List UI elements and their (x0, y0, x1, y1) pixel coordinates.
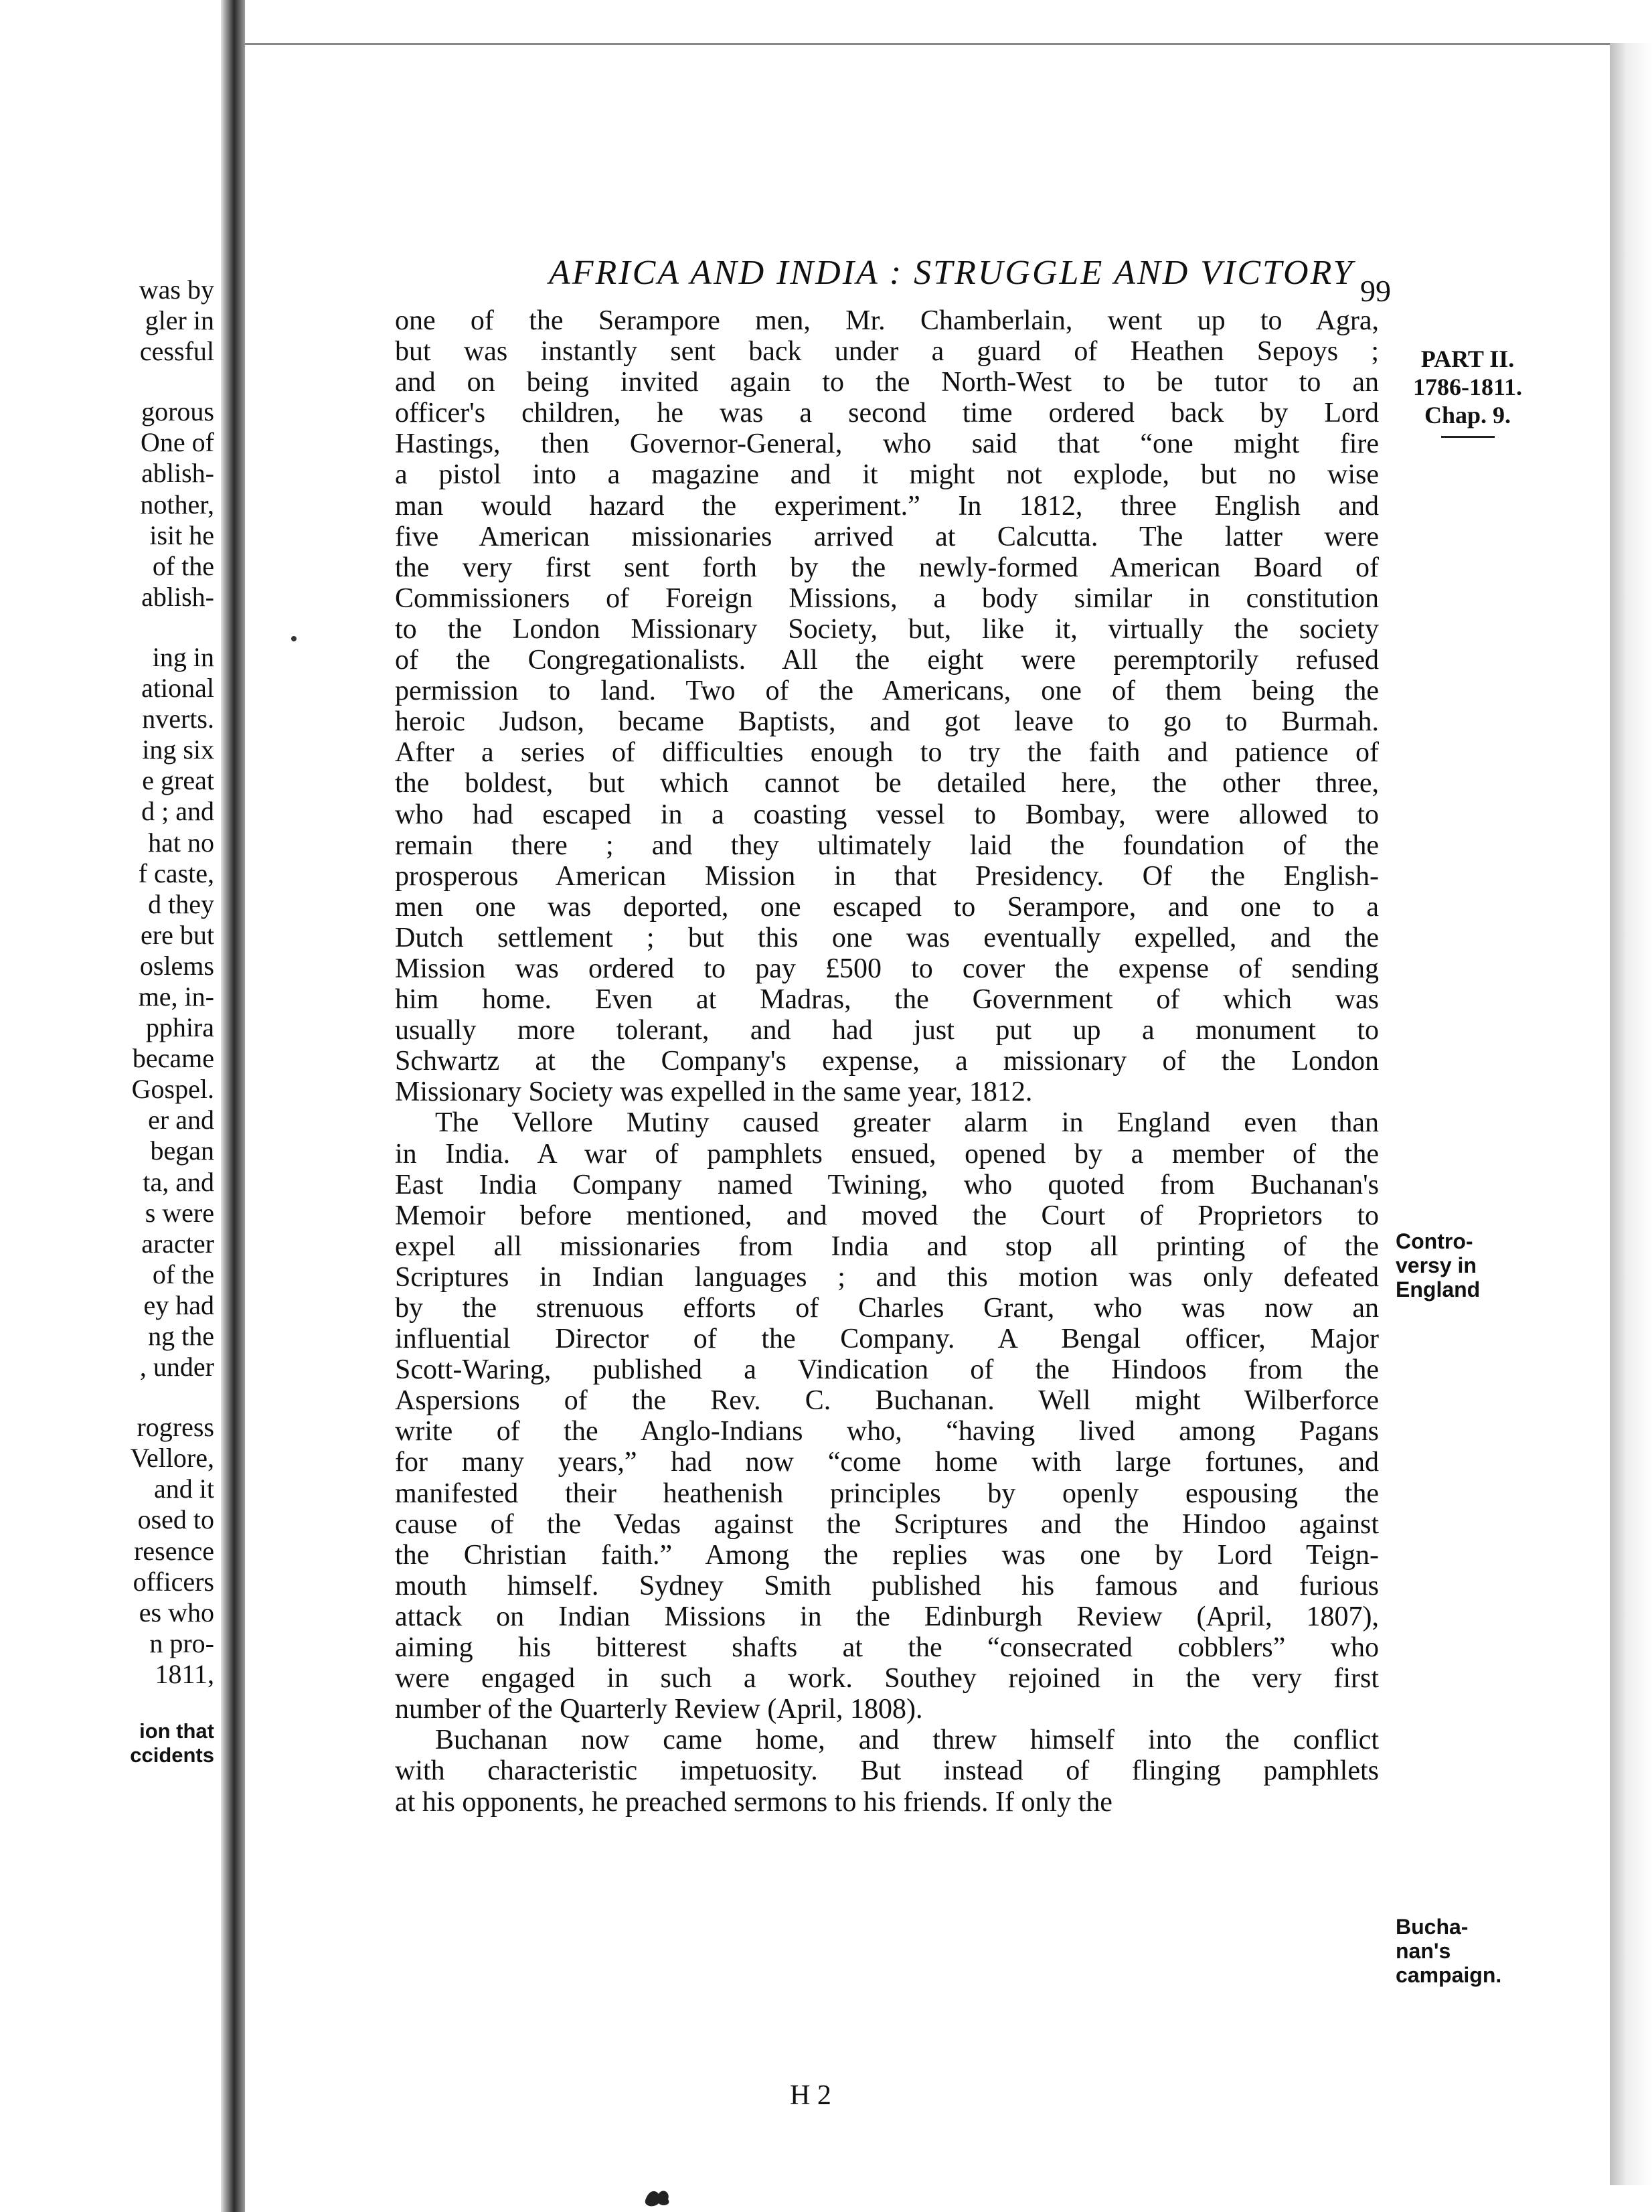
body-line: Aspersions of the Rev. C. Buchanan. Well might Wilberforce (395, 1385, 1379, 1417)
left-page-line: resence (134, 1535, 214, 1566)
left-page-line: rogress (137, 1412, 214, 1443)
left-page-edge (0, 0, 221, 2212)
body-line: The Vellore Mutiny caused greater alarm in England even than (435, 1107, 1379, 1139)
left-page-line: of the (152, 550, 214, 581)
body-line: a pistol into a magazine and it might not explode, but no wise (395, 459, 1379, 491)
page-number: 99 (1360, 274, 1391, 308)
body-line: cause of the Vedas against the Scriptures and the Hindoo against (395, 1508, 1379, 1540)
left-page-line: d ; and (141, 796, 214, 827)
body-line: and on being invited again to the North-West to be tutor to an (395, 367, 1379, 398)
body-line: were engaged in such a work. Southey rejoined in the very first (395, 1663, 1379, 1694)
body-line: prosperous American Mission in that Presidency. Of the English- (395, 860, 1379, 892)
body-line: officer's children, he was a second time ordered back by Lord (395, 398, 1379, 429)
body-line: of the Congregationalists. All the eight were peremptorily refused (395, 645, 1379, 676)
left-page-line: ing in (152, 641, 214, 672)
left-page-line: ere but (141, 919, 214, 950)
left-page-line: oslems (139, 950, 214, 981)
left-page-line: ablish- (141, 458, 214, 489)
left-page-line: isit he (149, 520, 214, 550)
margin-note-part (1396, 345, 1540, 438)
body-line: the Christian faith.” Among the replies was one by Lord Teign- (395, 1539, 1379, 1571)
body-line: Missionary Society was expelled in the same year, 1812. (395, 1077, 1033, 1108)
body-line: Mission was ordered to pay £500 to cover the expense of sending (395, 953, 1379, 984)
body-line: for many years,” had now “come home with large fortunes, and (395, 1447, 1379, 1478)
left-page-line: ta, and (143, 1166, 214, 1197)
left-page-line: Gospel. (131, 1074, 214, 1105)
margin-note-buchanan (1396, 1915, 1540, 1987)
body-line: man would hazard the experiment.” In 1812, three English and (395, 490, 1379, 522)
body-line: Memoir before mentioned, and moved the Court of Proprietors to (395, 1200, 1379, 1231)
body-line: aiming his bitterest shafts at the “consecrated cobblers” who (395, 1632, 1379, 1664)
left-page-line: d they (148, 888, 214, 919)
margin-note-line: PART II. (1420, 345, 1515, 372)
margin-note-line: campaign. (1396, 1963, 1502, 1987)
left-page-line: f caste, (138, 858, 214, 888)
body-line: in India. A war of pamphlets ensued, opened by a member of the (395, 1138, 1379, 1170)
left-page-line: es who (139, 1597, 214, 1628)
left-page-line: ccidents (130, 1743, 214, 1767)
page-edge-right (1610, 43, 1652, 2185)
body-line: but was instantly sent back under a guard of Heathen Sepoys ; (395, 336, 1379, 368)
left-page-line: cessful (139, 336, 214, 367)
left-page-line: ey had (143, 1289, 214, 1320)
margin-note-line: 1786-1811. (1412, 374, 1522, 400)
margin-note-controversy (1396, 1229, 1540, 1301)
left-page-line: n pro- (149, 1628, 214, 1658)
body-line: to the London Missionary Society, but, like it, virtually the society (395, 613, 1379, 645)
left-page-line: me, in- (138, 981, 214, 1012)
body-line: write of the Anglo-Indians who, “having lived among Pagans (395, 1416, 1379, 1447)
left-page-line: nother, (140, 489, 214, 520)
body-line: one of the Serampore men, Mr. Chamberlain, went up to Agra, (395, 305, 1379, 336)
left-page-line: ion that (139, 1719, 214, 1743)
body-line: manifested their heathenish principles by openly espousing the (395, 1478, 1379, 1509)
body-line: Hastings, then Governor-General, who said that “one might fire (395, 428, 1379, 460)
left-page-line: was by (139, 274, 214, 305)
margin-note-line: Contro- (1396, 1229, 1473, 1253)
body-line: expel all missionaries from India and stop all printing of the (395, 1231, 1379, 1262)
body-line: him home. Even at Madras, the Government of which was (395, 984, 1379, 1016)
left-page-line: pphira (145, 1012, 214, 1043)
left-page-line: One of (141, 427, 214, 458)
left-page-line: became (132, 1043, 214, 1074)
left-page-line: gler in (145, 305, 214, 336)
body-line: East India Company named Twining, who quoted from Buchanan's (395, 1169, 1379, 1200)
margin-note-line: versy in (1396, 1253, 1477, 1277)
body-line: attack on Indian Missions in the Edinburgh Review (April, 1807), (395, 1601, 1379, 1632)
body-line: number of the Quarterly Review (April, 1808). (395, 1694, 923, 1725)
body-line: Scott-Waring, published a Vindication of the Hindoos from the (395, 1354, 1379, 1386)
margin-note-line: Chap. 9. (1424, 402, 1511, 428)
left-page-line: ing six (142, 734, 214, 765)
body-line: influential Director of the Company. A Bengal officer, Major (395, 1324, 1379, 1355)
body-text (395, 305, 1379, 1818)
margin-note-line: nan's (1396, 1939, 1451, 1963)
body-line: the very first sent forth by the newly-formed American Board of (395, 552, 1379, 583)
body-line: who had escaped in a coasting vessel to Bombay, were allowed to (395, 799, 1379, 830)
body-line: Commissioners of Foreign Missions, a body similar in constitution (395, 582, 1379, 614)
body-line: by the strenuous efforts of Charles Grant, who was now an (395, 1293, 1379, 1324)
body-line: with characteristic impetuosity. But instead of flinging pamphlets (395, 1755, 1379, 1787)
left-page-line: er and (148, 1105, 214, 1135)
left-page-line: hat no (148, 827, 214, 858)
left-page-line: and it (154, 1474, 214, 1504)
left-page-line: nverts. (142, 704, 214, 734)
ink-dot (291, 636, 297, 641)
body-line: Buchanan now came home, and threw himself into the conflict (435, 1725, 1379, 1756)
margin-note-line: Bucha- (1396, 1915, 1469, 1939)
body-line: After a series of difficulties enough to try the faith and patience of (395, 737, 1379, 769)
margin-rule (1441, 436, 1495, 438)
body-line: heroic Judson, became Baptists, and got leave to go to Burmah. (395, 706, 1379, 738)
signature-mark: H 2 (790, 2080, 831, 2111)
body-line: usually more tolerant, and had just put up a monument to (395, 1015, 1379, 1046)
body-line: five American missionaries arrived at Calcutta. The latter were (395, 521, 1379, 552)
left-page-line: ational (141, 673, 214, 704)
left-page-fragment (0, 274, 221, 1767)
left-page-line: aracter (141, 1228, 214, 1259)
book-gutter (221, 0, 245, 2212)
left-page-line: , under (139, 1352, 214, 1382)
left-page-line: ng the (148, 1321, 214, 1351)
body-line: Scriptures in Indian languages ; and this motion was only defeated (395, 1261, 1379, 1293)
body-line: permission to land. Two of the Americans, one of them being the (395, 676, 1379, 707)
body-line: Dutch settlement ; but this one was eventually expelled, and the (395, 922, 1379, 953)
margin-note-line: England (1396, 1277, 1481, 1301)
running-head: AFRICA AND INDIA : STRUGGLE AND VICTORY (549, 254, 1355, 292)
left-page-line: officers (133, 1566, 214, 1597)
left-page-line: osed to (137, 1504, 214, 1535)
left-page-line: began (150, 1135, 214, 1166)
left-page-line: of the (152, 1259, 214, 1289)
body-line: remain there ; and they ultimately laid the foundation of the (395, 830, 1379, 861)
left-page-line: gorous (141, 396, 214, 427)
body-line: at his opponents, he preached sermons to his friends. If only the (395, 1786, 1112, 1818)
left-page-line: Vellore, (130, 1443, 214, 1474)
body-line: the boldest, but which cannot be detailed here, the other three, (395, 768, 1379, 799)
body-line: mouth himself. Sydney Smith published his famous and furious (395, 1570, 1379, 1601)
body-line: Schwartz at the Company's expense, a missionary of the London (395, 1046, 1379, 1077)
left-page-line: ablish- (141, 581, 214, 612)
ink-blot-icon (643, 2186, 673, 2209)
left-page-line: 1811, (155, 1658, 214, 1689)
body-line: men one was deported, one escaped to Serampore, and one to a (395, 891, 1379, 923)
left-page-line: s were (145, 1197, 214, 1228)
left-page-line: e great (142, 765, 214, 796)
